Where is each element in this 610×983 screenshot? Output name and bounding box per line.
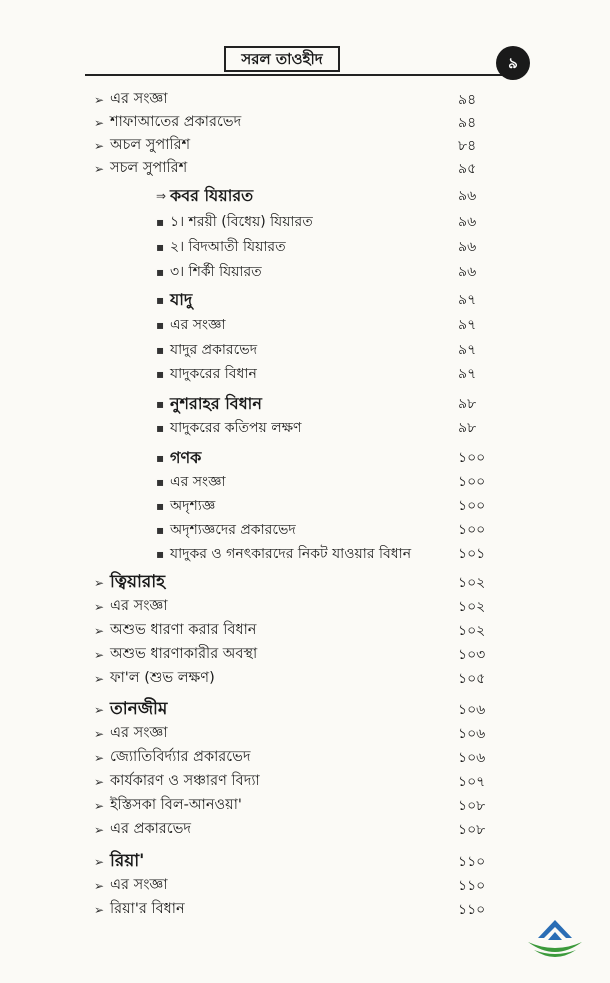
toc-entry-title: এর সংজ্ঞা xyxy=(110,725,168,741)
toc-entry-page: ১০৬ xyxy=(458,726,486,742)
toc-entry xyxy=(156,542,411,566)
toc-entry xyxy=(94,571,165,595)
toc-entry xyxy=(156,288,192,312)
toc-entry xyxy=(94,746,251,770)
toc-entry-page: ১০১ xyxy=(458,546,486,562)
toc-entry-page: ১০৭ xyxy=(458,774,486,790)
bullet-icon: ▪ xyxy=(156,397,165,411)
toc-entry xyxy=(156,210,313,234)
toc-entry xyxy=(156,416,302,440)
toc-entry-title: রিয়া' xyxy=(110,851,145,871)
bullet-icon: ➢ xyxy=(94,576,105,590)
bullet-icon: ▪ xyxy=(156,421,165,435)
toc-entry-page: ১০০ xyxy=(458,474,486,490)
toc-entry-page: ৯৭ xyxy=(458,292,477,308)
bullet-icon: ➢ xyxy=(94,116,105,130)
toc-entry-title: ২। বিদআতী যিয়ারত xyxy=(170,239,286,255)
toc-entry-title: যাদু xyxy=(170,289,193,309)
toc-entry-page: ৯৬ xyxy=(458,239,477,255)
toc-entry xyxy=(94,898,185,922)
toc-entry-title: জ্যোতিবির্দ্যার প্রকারভেদ xyxy=(110,749,251,765)
toc-entry-page: ১০০ xyxy=(458,498,486,514)
toc-entry xyxy=(156,494,215,518)
toc-entry xyxy=(156,235,286,259)
toc-entry-title: এর প্রকারভেদ xyxy=(110,821,192,837)
toc-entry-page: ৯৪ xyxy=(458,92,477,108)
page-number: ৯ xyxy=(496,46,530,80)
toc-entry-title: কার্যকারণ ও সঞ্চারণ বিদ্যা xyxy=(110,773,260,789)
toc-entry-title: রিয়া'র বিধান xyxy=(110,901,185,917)
bullet-icon: ▪ xyxy=(156,293,165,307)
toc-entry-page: ১০০ xyxy=(458,522,486,538)
bullet-icon: ➢ xyxy=(94,879,105,893)
bullet-icon: ▪ xyxy=(156,475,165,489)
bullet-icon: ➢ xyxy=(94,903,105,917)
toc-entry-title: অশুভ ধারণাকারীর অবস্থা xyxy=(110,646,258,662)
toc-entry-title: এর সংজ্ঞা xyxy=(110,598,168,614)
toc-entry-page: ৯৭ xyxy=(458,366,477,382)
bullet-icon: ▪ xyxy=(156,547,165,561)
bullet-icon: ➢ xyxy=(94,648,105,662)
bullet-icon: ➢ xyxy=(94,672,105,686)
toc-entry-title: এর সংজ্ঞা xyxy=(170,317,226,333)
toc-entry-page: ৯৬ xyxy=(458,188,477,204)
publisher-logo-icon xyxy=(524,916,586,964)
toc-entry-page: ১০০ xyxy=(458,450,486,466)
bullet-icon: ➢ xyxy=(94,624,105,638)
toc-entry-page: ১০৬ xyxy=(458,750,486,766)
toc-entry-page: ৮৪ xyxy=(458,138,477,154)
toc-entry-page: ৯৬ xyxy=(458,214,477,230)
bullet-icon: ➢ xyxy=(94,703,105,717)
toc-entry-title: ত্বিয়ারাহ xyxy=(110,572,166,592)
bullet-icon: ➢ xyxy=(94,751,105,765)
bullet-icon: ▪ xyxy=(156,265,165,279)
bullet-icon: ▪ xyxy=(156,499,165,513)
toc-entry xyxy=(94,770,260,794)
toc-entry-title: এর সংজ্ঞা xyxy=(110,91,168,107)
toc-entry-title: ৩। শির্কী যিয়ারত xyxy=(170,264,262,280)
toc-entry-page: ১০২ xyxy=(458,575,486,591)
toc-entry-title: অদৃশ্যজ্ঞ xyxy=(170,498,216,514)
toc-entry-title: যাদুকর ও গনৎকারদের নিকট যাওয়ার বিধান xyxy=(170,546,412,562)
toc-entry xyxy=(156,518,296,542)
toc-entry xyxy=(156,446,201,470)
bullet-icon: ▪ xyxy=(156,240,165,254)
toc-entry-title: শাফাআতের প্রকারভেদ xyxy=(110,114,242,130)
toc-entry xyxy=(156,260,262,284)
bullet-icon: ➢ xyxy=(94,799,105,813)
toc-entry xyxy=(94,818,191,842)
toc-entry-page: ১০৩ xyxy=(458,647,486,663)
bullet-icon: ▪ xyxy=(156,523,165,537)
bullet-icon: ➢ xyxy=(94,727,105,741)
toc-entry-page: ১১০ xyxy=(458,854,486,870)
toc-entry-title: কবর যিয়ারত xyxy=(170,185,254,205)
toc-entry-title: যাদুর প্রকারভেদ xyxy=(170,342,258,358)
toc-entry-page: ১০২ xyxy=(458,623,486,639)
toc-entry-page: ৯৮ xyxy=(458,420,477,436)
bullet-icon: ➢ xyxy=(94,775,105,789)
bullet-icon: ➢ xyxy=(94,93,105,107)
toc-entry xyxy=(94,722,168,746)
bullet-icon: ▪ xyxy=(156,318,165,332)
toc-entry-page: ১১০ xyxy=(458,878,486,894)
toc-entry-page: ৯৬ xyxy=(458,264,477,280)
toc-entry xyxy=(94,794,242,818)
toc-entry-title: সচল সুপারিশ xyxy=(110,160,188,176)
toc-entry-page: ১০৬ xyxy=(458,702,486,718)
bullet-icon: ➢ xyxy=(94,162,105,176)
toc-entry xyxy=(94,850,144,874)
toc-entry-page: ১০৮ xyxy=(458,822,486,838)
toc-entry-page: ১১০ xyxy=(458,902,486,918)
bullet-icon: ➢ xyxy=(94,139,105,153)
bullet-icon: ➢ xyxy=(94,855,105,869)
toc-entry-page: ৯৮ xyxy=(458,396,477,412)
toc-entry xyxy=(94,643,257,667)
toc-entry-page: ১০৮ xyxy=(458,798,486,814)
toc-entry xyxy=(94,874,168,898)
toc-entry xyxy=(156,392,262,416)
toc-entry-page: ১০৫ xyxy=(458,671,486,687)
toc-entry-title: যাদুকরের কতিপয় লক্ষণ xyxy=(170,420,302,436)
toc-entry xyxy=(94,619,256,643)
toc-entry xyxy=(156,338,257,362)
toc-entry-title: অচল সুপারিশ xyxy=(110,137,191,153)
bullet-icon: ▪ xyxy=(156,215,165,229)
toc-entry-page: ৯৭ xyxy=(458,317,477,333)
toc-entry-title: তানজীম xyxy=(110,699,168,719)
toc-entry-title: যাদুকরের বিধান xyxy=(170,366,257,382)
toc-entry-page: ৯৪ xyxy=(458,115,477,131)
toc-entry xyxy=(156,313,226,337)
toc-entry xyxy=(94,134,190,158)
bullet-icon: ⇒ xyxy=(156,189,167,203)
book-title: সরল তাওহীদ xyxy=(224,46,340,72)
toc-entry-page: ১০২ xyxy=(458,599,486,615)
bullet-icon: ➢ xyxy=(94,600,105,614)
toc-entry-page: ৯৫ xyxy=(458,161,477,177)
toc-entry xyxy=(94,88,168,112)
toc-entry-title: নুশরাহর বিধান xyxy=(170,393,262,413)
toc-entry-page: ৯৭ xyxy=(458,342,477,358)
toc-entry xyxy=(156,470,226,494)
toc-entry-title: ফা'ল (শুভ লক্ষণ) xyxy=(110,670,215,686)
toc-entry-title: অদৃশ্যজ্ঞদের প্রকারভেদ xyxy=(170,522,296,538)
toc-entry-title: গণক xyxy=(170,447,202,467)
toc-entry xyxy=(156,184,253,208)
bullet-icon: ➢ xyxy=(94,823,105,837)
toc-entry-title: ১। শরয়ী (বিধেয়) যিয়ারত xyxy=(170,214,313,230)
toc-entry-title: অশুভ ধারণা করার বিধান xyxy=(110,622,257,638)
toc-entry xyxy=(94,111,241,135)
bullet-icon: ▪ xyxy=(156,367,165,381)
toc-entry-title: এর সংজ্ঞা xyxy=(110,877,168,893)
toc-entry xyxy=(94,698,167,722)
toc-entry xyxy=(94,667,215,691)
bullet-icon: ▪ xyxy=(156,451,165,465)
toc-entry xyxy=(94,595,168,619)
toc-entry-title: ইস্তিসকা বিল-আনওয়া' xyxy=(110,797,242,813)
bullet-icon: ▪ xyxy=(156,343,165,357)
toc-entry xyxy=(156,362,257,386)
toc-entry-title: এর সংজ্ঞা xyxy=(170,474,226,490)
toc-entry xyxy=(94,157,187,181)
